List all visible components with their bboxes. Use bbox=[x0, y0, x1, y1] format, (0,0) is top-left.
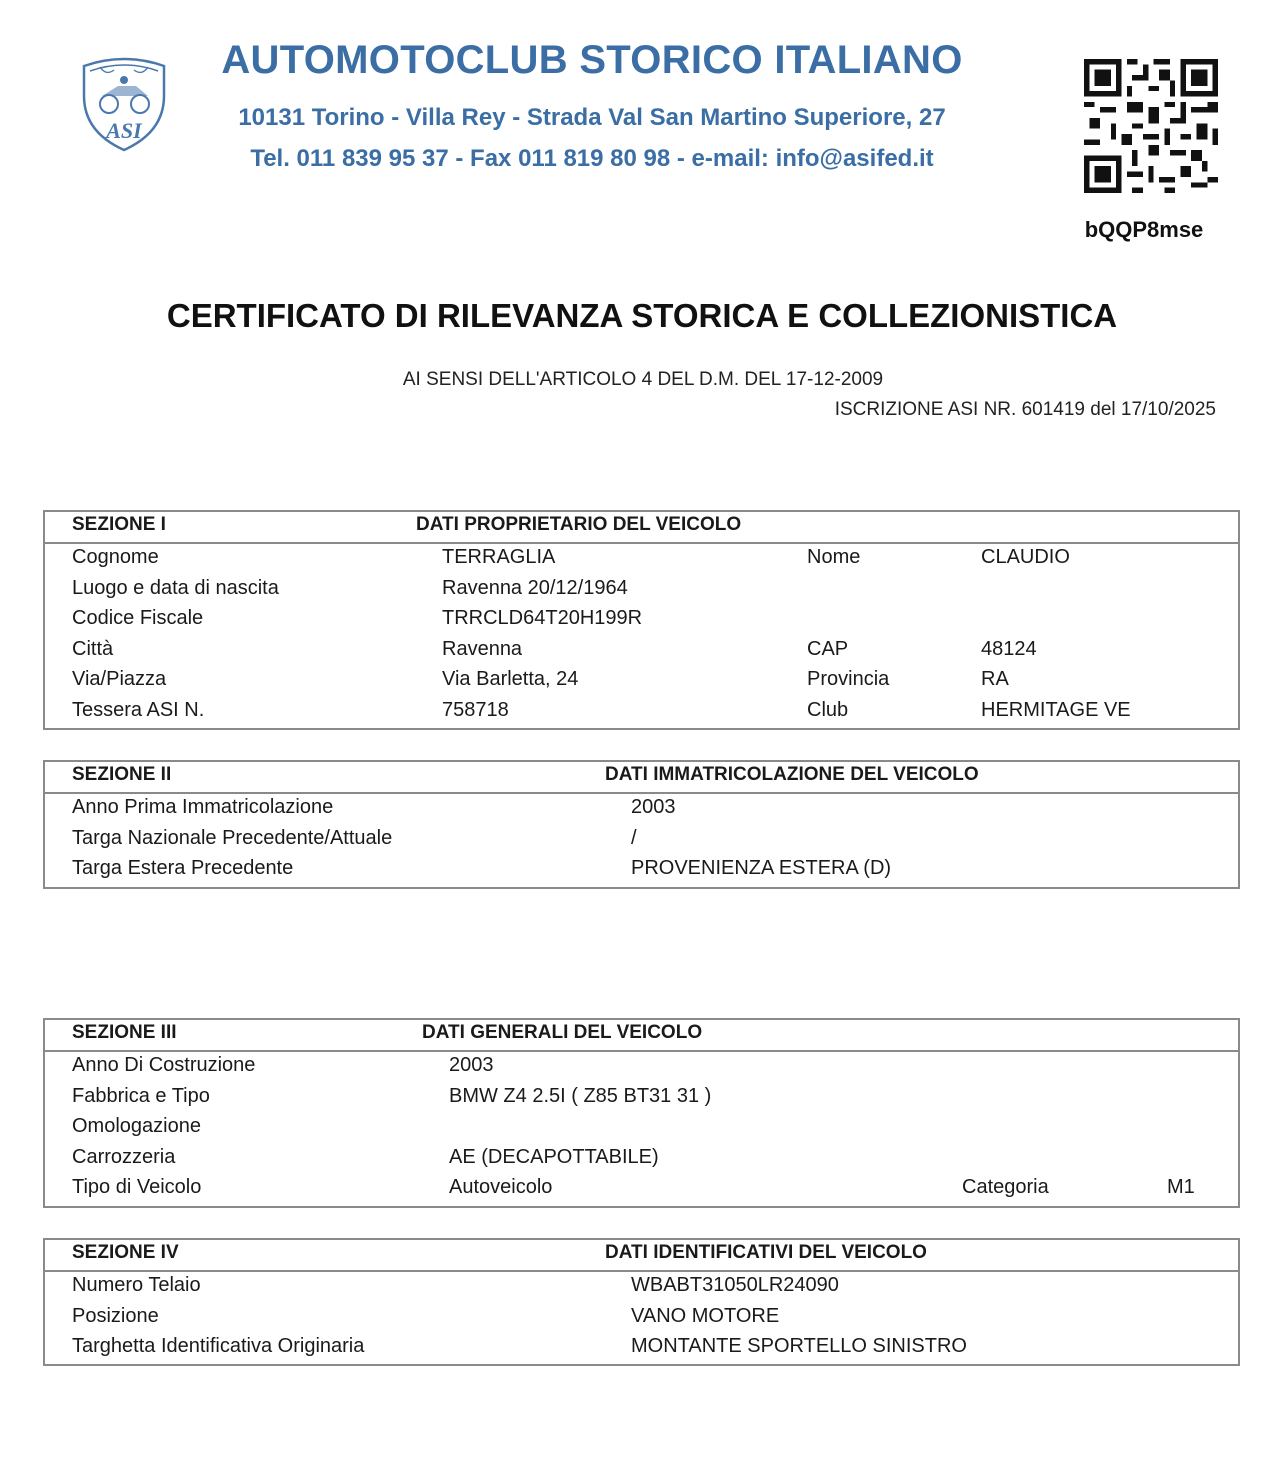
section-title: DATI IDENTIFICATIVI DEL VEICOLO bbox=[605, 1242, 927, 1263]
certificate-title: CERTIFICATO DI RILEVANZA STORICA E COLLEZIONISTICA bbox=[166, 297, 1118, 334]
field-value: TERRAGLIA bbox=[442, 546, 556, 568]
org-address: 10131 Torino - Villa Rey - Strada Val San Martino Superiore, 27 bbox=[238, 104, 946, 131]
field-label: Codice Fiscale bbox=[72, 607, 204, 630]
table-row bbox=[45, 794, 1238, 825]
table-row bbox=[45, 544, 1238, 575]
field-value: TRRCLD64T20H199R bbox=[442, 607, 643, 630]
field-value: RA bbox=[981, 668, 1009, 691]
table-row bbox=[45, 575, 1238, 606]
field-value: 48124 bbox=[981, 637, 1037, 660]
field-label: Tessera ASI N. bbox=[72, 698, 205, 721]
field-label: CAP bbox=[807, 637, 849, 660]
table-row bbox=[45, 855, 1238, 886]
section-header bbox=[45, 1020, 1238, 1052]
section-header bbox=[45, 1240, 1238, 1272]
field-label: Targa Nazionale Precedente/Attuale bbox=[72, 826, 393, 849]
table-row bbox=[45, 1272, 1238, 1303]
table-row bbox=[45, 697, 1238, 728]
section-title: DATI IMMATRICOLAZIONE DEL VEICOLO bbox=[605, 764, 979, 785]
field-label: Omologazione bbox=[72, 1115, 201, 1138]
field-value: 2003 bbox=[631, 796, 676, 818]
field-value: Ravenna 20/12/1964 bbox=[442, 576, 628, 599]
field-label: Tipo di Veicolo bbox=[72, 1176, 202, 1199]
field-value: VANO MOTORE bbox=[631, 1304, 780, 1327]
field-label: Posizione bbox=[72, 1304, 159, 1327]
field-label: Via/Piazza bbox=[72, 668, 167, 691]
field-value: Via Barletta, 24 bbox=[442, 668, 579, 691]
field-value: PROVENIENZA ESTERA (D) bbox=[631, 857, 892, 880]
field-label: Nome bbox=[807, 546, 861, 568]
field-label: Targhetta Identificativa Originaria bbox=[72, 1335, 365, 1358]
section-identification bbox=[43, 1238, 1240, 1366]
field-label: Luogo e data di nascita bbox=[72, 576, 279, 599]
field-value: AE (DECAPOTTABILE) bbox=[449, 1145, 659, 1168]
table-row bbox=[45, 1303, 1238, 1334]
qr-code bbox=[1084, 59, 1218, 193]
field-value: WBABT31050LR24090 bbox=[631, 1274, 839, 1296]
field-value: / bbox=[631, 826, 637, 849]
field-value: 758718 bbox=[442, 698, 509, 721]
table-row bbox=[45, 1052, 1238, 1083]
field-label: Categoria bbox=[962, 1176, 1049, 1199]
section-header bbox=[45, 512, 1238, 544]
section-registration bbox=[43, 760, 1240, 889]
table-row bbox=[45, 1333, 1238, 1364]
field-label: Fabbrica e Tipo bbox=[72, 1084, 210, 1107]
field-label: Club bbox=[807, 698, 849, 721]
registration-number: ISCRIZIONE ASI NR. 601419 del 17/10/2025 bbox=[834, 399, 1216, 420]
table-row bbox=[45, 1144, 1238, 1175]
field-label: Carrozzeria bbox=[72, 1145, 176, 1168]
table-row bbox=[45, 1174, 1238, 1205]
qr-code-label: bQQP8mse bbox=[1084, 217, 1204, 242]
org-name: AUTOMOTOCLUB STORICO ITALIANO bbox=[221, 38, 963, 82]
field-value: MONTANTE SPORTELLO SINISTRO bbox=[631, 1335, 967, 1358]
section-label: SEZIONE II bbox=[72, 764, 172, 785]
field-value: CLAUDIO bbox=[981, 546, 1070, 568]
section-label: SEZIONE IV bbox=[72, 1242, 179, 1263]
certificate-subtitle: AI SENSI DELL'ARTICOLO 4 DEL D.M. DEL 17-12-2009 bbox=[402, 369, 884, 390]
table-row bbox=[45, 1083, 1238, 1114]
table-row bbox=[45, 1113, 1238, 1144]
table-row bbox=[45, 605, 1238, 636]
section-label: SEZIONE III bbox=[72, 1022, 177, 1043]
field-value: 2003 bbox=[449, 1054, 494, 1076]
field-value: BMW Z4 2.5I ( Z85 BT31 31 ) bbox=[449, 1084, 712, 1107]
section-header bbox=[45, 762, 1238, 794]
section-general bbox=[43, 1018, 1240, 1208]
field-value: Autoveicolo bbox=[449, 1176, 553, 1199]
field-label: Provincia bbox=[807, 668, 890, 691]
section-title: DATI PROPRIETARIO DEL VEICOLO bbox=[416, 514, 742, 535]
org-contacts: Tel. 011 839 95 37 - Fax 011 819 80 98 - e-mail: info@asifed.it bbox=[250, 145, 934, 172]
section-title: DATI GENERALI DEL VEICOLO bbox=[422, 1022, 703, 1043]
table-row bbox=[45, 825, 1238, 856]
field-label: Città bbox=[72, 637, 114, 660]
field-label: Anno Di Costruzione bbox=[72, 1054, 256, 1076]
field-label: Numero Telaio bbox=[72, 1274, 201, 1296]
field-value: M1 bbox=[1167, 1176, 1195, 1199]
section-owner bbox=[43, 510, 1240, 730]
table-row bbox=[45, 636, 1238, 667]
table-row bbox=[45, 666, 1238, 697]
field-label: Cognome bbox=[72, 546, 159, 568]
field-value: HERMITAGE VE bbox=[981, 698, 1131, 721]
section-label: SEZIONE I bbox=[72, 514, 166, 535]
field-label: Targa Estera Precedente bbox=[72, 857, 294, 880]
field-label: Anno Prima Immatricolazione bbox=[72, 796, 334, 818]
logo-lettering: ASI bbox=[106, 118, 142, 143]
field-value: Ravenna bbox=[442, 637, 523, 660]
